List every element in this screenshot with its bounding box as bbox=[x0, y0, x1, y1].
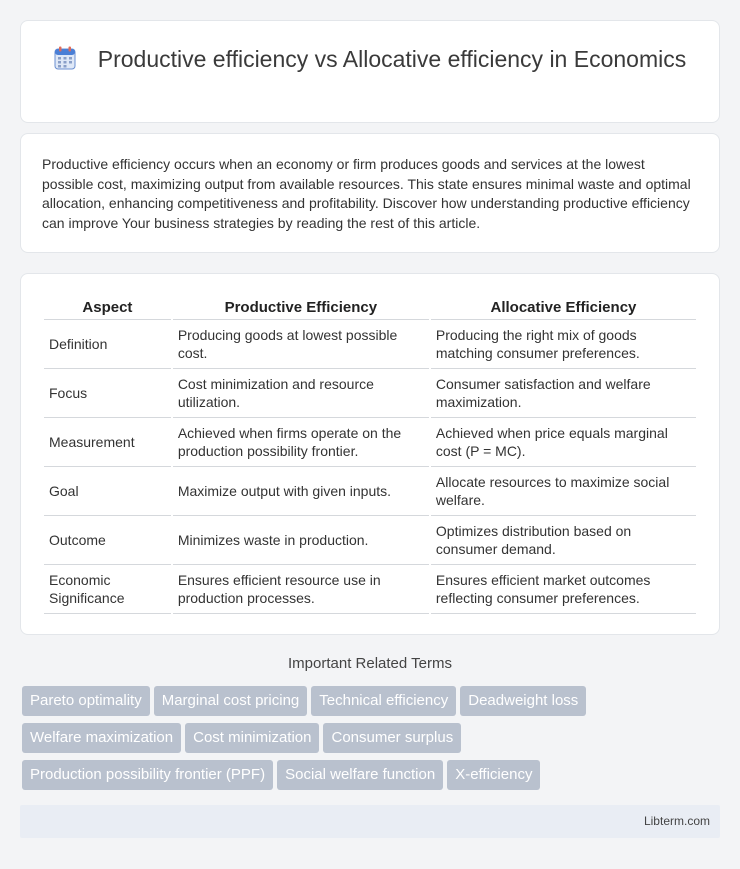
row-allocative: Allocate resources to maximize social welfare. bbox=[431, 467, 696, 516]
calendar-icon bbox=[54, 46, 76, 70]
row-aspect: Measurement bbox=[44, 418, 171, 467]
table-row bbox=[44, 369, 696, 418]
row-allocative: Achieved when price equals marginal cost (P = MC). bbox=[431, 418, 696, 467]
header-aspect: Aspect bbox=[44, 296, 171, 320]
row-productive: Producing goods at lowest possible cost. bbox=[173, 320, 429, 369]
row-aspect: Definition bbox=[44, 320, 171, 369]
row-productive: Cost minimization and resource utilization. bbox=[173, 369, 429, 418]
row-allocative: Producing the right mix of goods matching consumer preferences. bbox=[431, 320, 696, 369]
table-row bbox=[44, 516, 696, 565]
comparison-table bbox=[42, 296, 698, 614]
header-productive: Productive Efficiency bbox=[173, 296, 429, 320]
tag-social-welfare-function[interactable]: Social welfare function bbox=[277, 760, 443, 790]
table-header-row bbox=[44, 296, 696, 320]
page-title: Productive efficiency vs Allocative efficiency in Economics bbox=[97, 46, 687, 72]
title-card bbox=[20, 20, 720, 123]
comparison-card bbox=[20, 273, 720, 635]
table-row bbox=[44, 418, 696, 467]
row-aspect: Goal bbox=[44, 467, 171, 516]
row-productive: Maximize output with given inputs. bbox=[173, 467, 429, 516]
tag-x-efficiency[interactable]: X-efficiency bbox=[447, 760, 540, 790]
tag-row bbox=[22, 760, 702, 797]
row-aspect: Outcome bbox=[44, 516, 171, 565]
related-terms-title: Important Related Terms bbox=[288, 655, 452, 672]
tag-pareto-optimality[interactable]: Pareto optimality bbox=[22, 686, 150, 716]
related-terms-list bbox=[22, 686, 702, 797]
row-allocative: Optimizes distribution based on consumer demand. bbox=[431, 516, 696, 565]
footer-site-link[interactable]: Libterm.com bbox=[643, 814, 710, 828]
footer bbox=[20, 805, 720, 838]
tag-production-possibility-frontier[interactable]: Production possibility frontier (PPF) bbox=[22, 760, 273, 790]
row-aspect: Focus bbox=[44, 369, 171, 418]
row-aspect: Economic Significance bbox=[44, 565, 171, 614]
tag-marginal-cost-pricing[interactable]: Marginal cost pricing bbox=[154, 686, 308, 716]
tag-row bbox=[22, 723, 702, 760]
intro-card bbox=[20, 133, 720, 253]
table-row bbox=[44, 467, 696, 516]
table-row bbox=[44, 320, 696, 369]
row-allocative: Consumer satisfaction and welfare maximization. bbox=[431, 369, 696, 418]
tag-welfare-maximization[interactable]: Welfare maximization bbox=[22, 723, 181, 753]
intro-paragraph: Productive efficiency occurs when an economy or firm produces goods and services at the lowest possible cost, maximizing output from available resources. This state ensures minimal waste and optimal allocation, enhancing competitiveness and profitability. Discover how understanding productive efficiency can improve Your business strategies by reading the rest of this article. bbox=[42, 156, 691, 231]
row-allocative: Ensures efficient market outcomes reflecting consumer preferences. bbox=[431, 565, 696, 614]
row-productive: Achieved when firms operate on the production possibility frontier. bbox=[173, 418, 429, 467]
header-allocative: Allocative Efficiency bbox=[431, 296, 696, 320]
row-productive: Minimizes waste in production. bbox=[173, 516, 429, 565]
table-row bbox=[44, 565, 696, 614]
tag-technical-efficiency[interactable]: Technical efficiency bbox=[311, 686, 456, 716]
tag-cost-minimization[interactable]: Cost minimization bbox=[185, 723, 319, 753]
row-productive: Ensures efficient resource use in production processes. bbox=[173, 565, 429, 614]
tag-consumer-surplus[interactable]: Consumer surplus bbox=[323, 723, 461, 753]
page-title-wrap bbox=[21, 45, 719, 74]
tag-deadweight-loss[interactable]: Deadweight loss bbox=[460, 686, 586, 716]
tag-row bbox=[22, 686, 702, 723]
